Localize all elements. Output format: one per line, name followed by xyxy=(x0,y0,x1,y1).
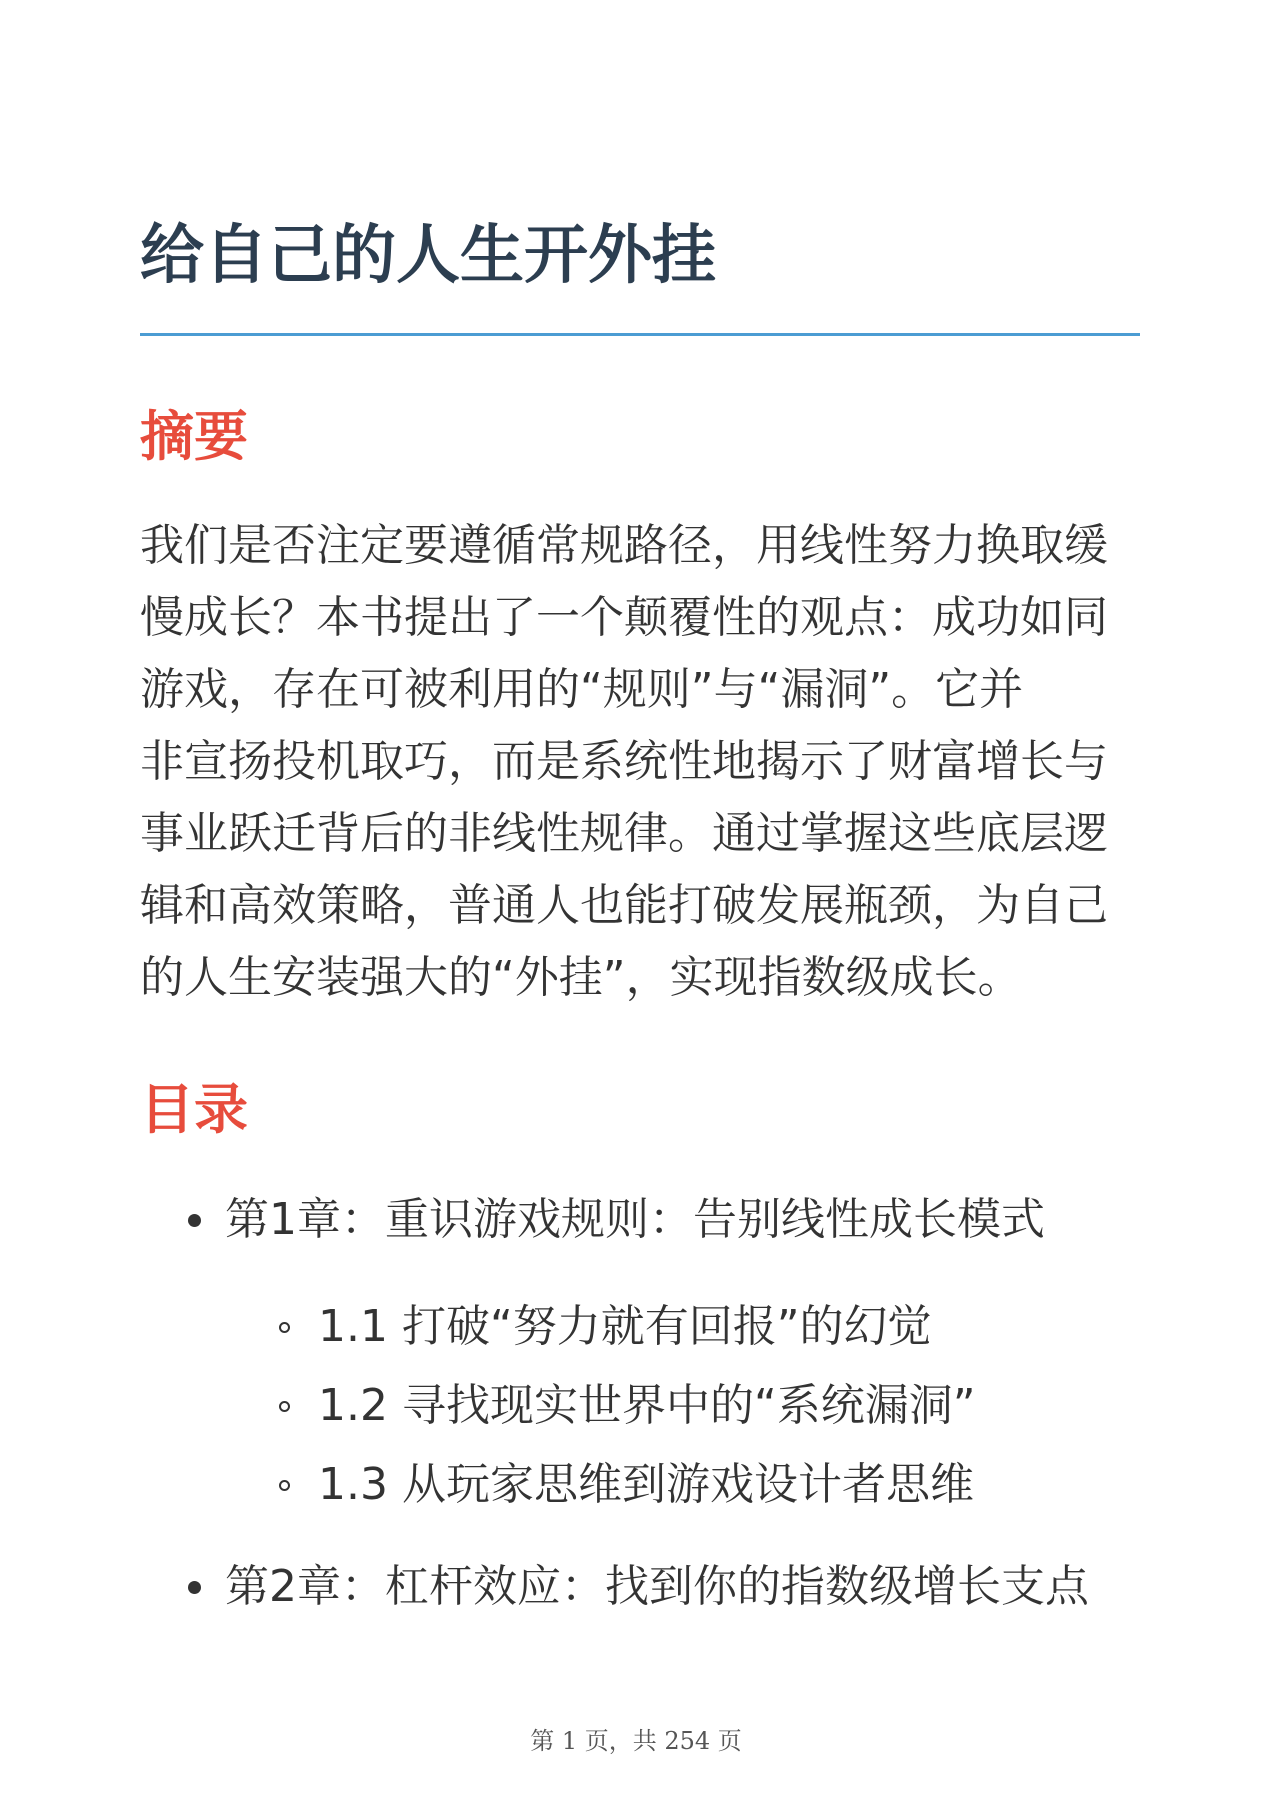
bullet-circle-icon xyxy=(279,1322,290,1333)
bullet-circle-icon xyxy=(279,1401,290,1412)
toc-section-1-3[interactable]: 1.3 从玩家思维到游戏设计者思维 xyxy=(318,1459,974,1510)
title-divider xyxy=(140,333,1140,336)
abstract-line: 游戏，存在可被利用的“规则”与“漏洞”。它并 xyxy=(140,664,1024,715)
abstract-line: 我们是否注定要遵循常规路径，用线性努力换取缓 xyxy=(140,520,1108,571)
page-number-footer: 第 1 页，共 254 页 xyxy=(530,1727,742,1755)
document-title: 给自己的人生开外挂 xyxy=(140,219,716,293)
toc-chapter-2[interactable]: 第2章：杠杆效应：找到你的指数级增长支点 xyxy=(225,1561,1089,1612)
toc-section-1-1[interactable]: 1.1 打破“努力就有回报”的幻觉 xyxy=(318,1301,932,1352)
abstract-heading: 摘要 xyxy=(140,405,248,468)
toc-section-1-2[interactable]: 1.2 寻找现实世界中的“系统漏洞” xyxy=(318,1380,976,1431)
abstract-line: 慢成长？本书提出了一个颠覆性的观点：成功如同 xyxy=(140,592,1108,643)
toc-chapter-1[interactable]: 第1章：重识游戏规则：告别线性成长模式 xyxy=(225,1194,1045,1245)
abstract-paragraph xyxy=(140,510,1140,1014)
abstract-line: 非宣扬投机取巧，而是系统性地揭示了财富增长与 xyxy=(140,736,1108,787)
abstract-line: 的人生安装强大的“外挂”，实现指数级成长。 xyxy=(140,952,1022,1003)
toc-heading: 目录 xyxy=(140,1078,248,1141)
bullet-disc-icon xyxy=(188,1581,201,1594)
abstract-line: 辑和高效策略，普通人也能打破发展瓶颈，为自己 xyxy=(140,880,1108,931)
bullet-disc-icon xyxy=(188,1214,201,1227)
bullet-circle-icon xyxy=(279,1480,290,1491)
abstract-line: 事业跃迁背后的非线性规律。通过掌握这些底层逻 xyxy=(140,808,1108,859)
